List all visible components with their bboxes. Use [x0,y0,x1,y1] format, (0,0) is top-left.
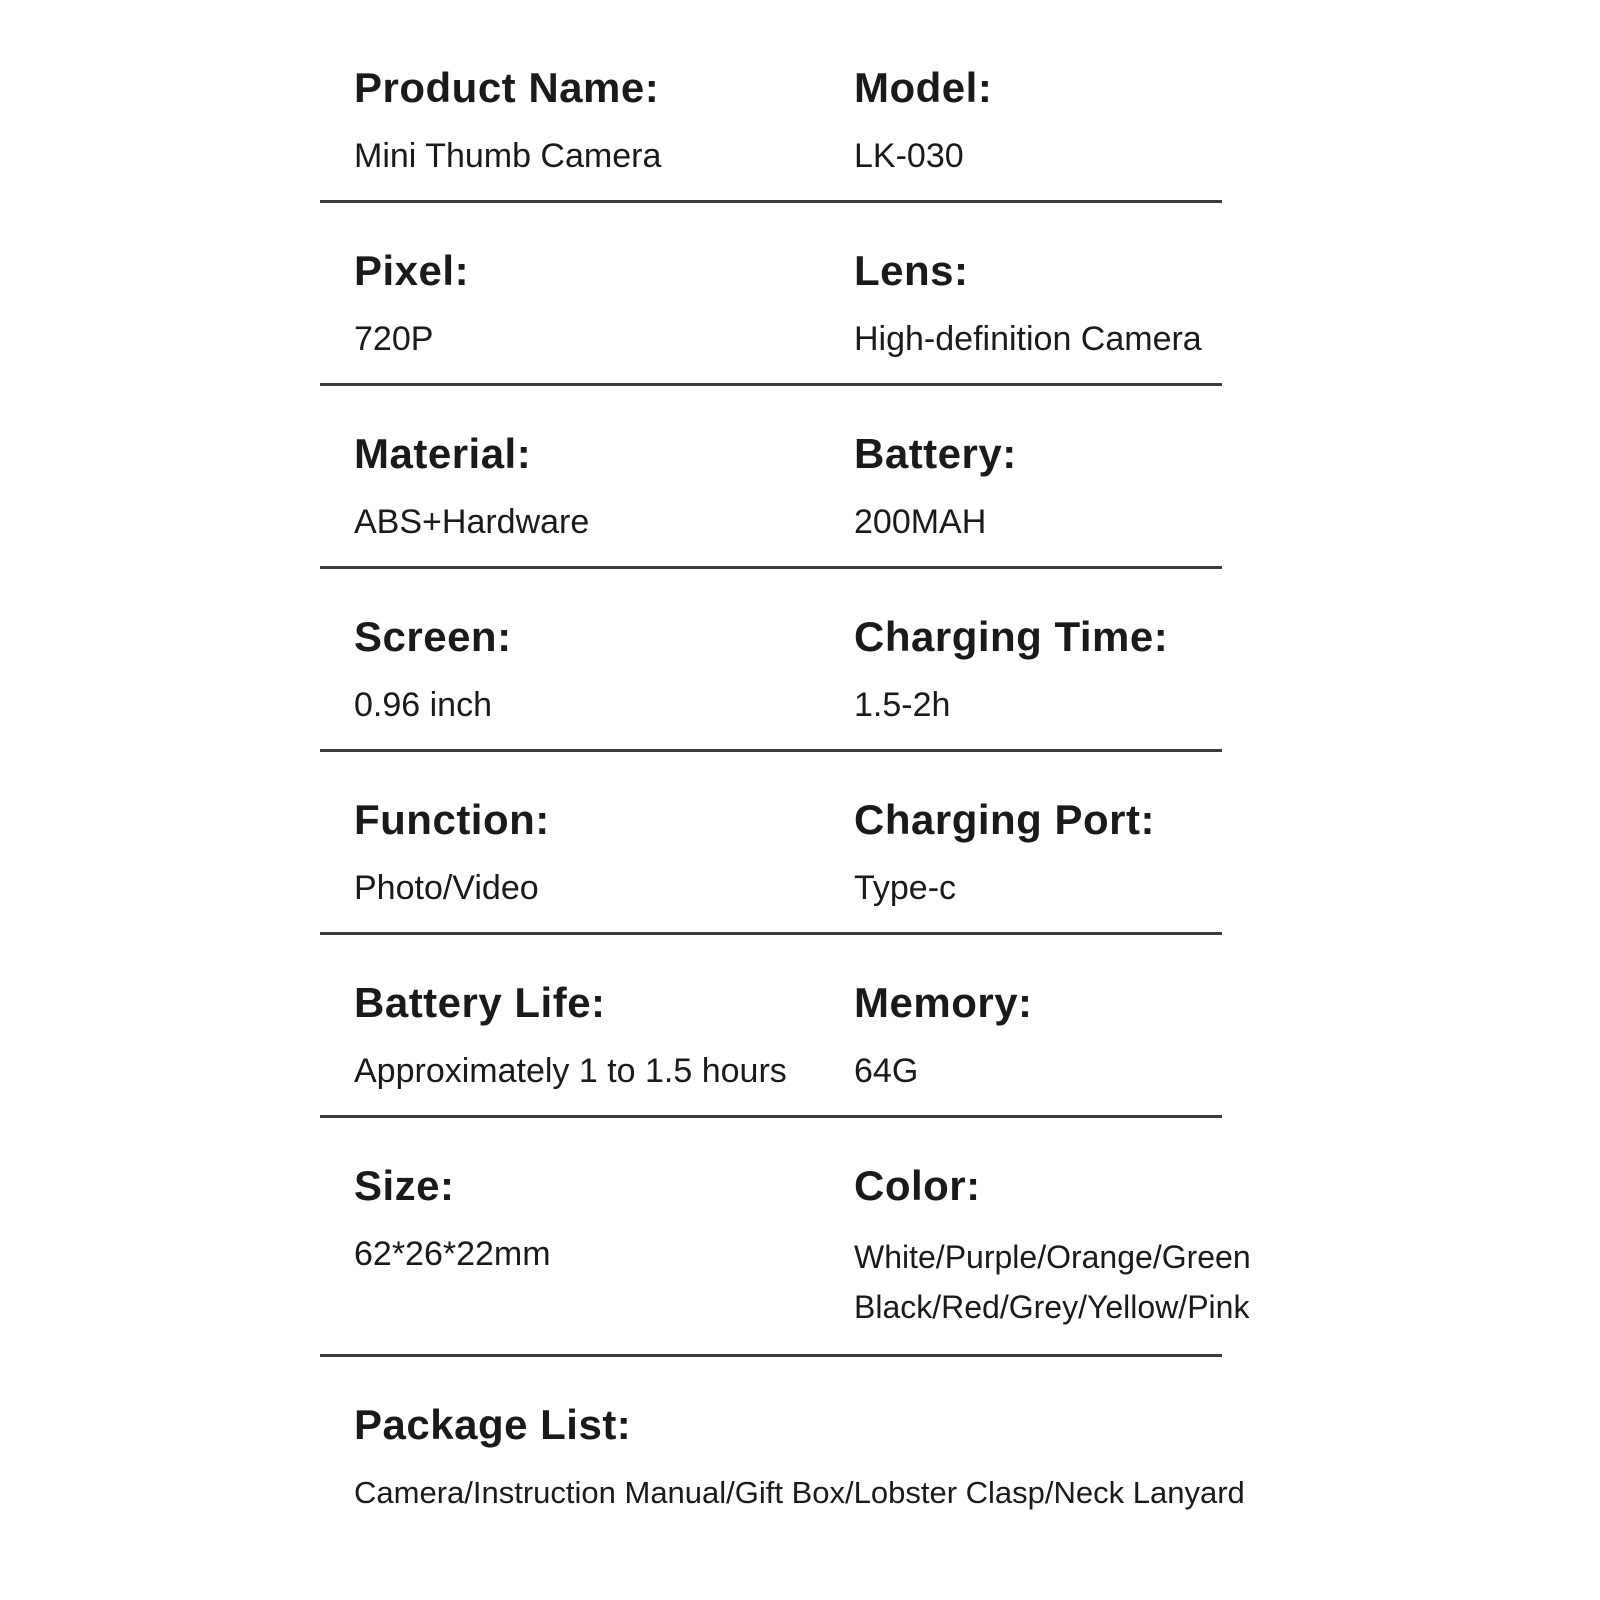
battery-label: Battery: [854,430,1017,477]
function-value: Photo/Video [354,869,539,907]
spec-cell-battery [820,430,1222,544]
spec-row-package-list [320,1357,1245,1515]
product-name-value: Mini Thumb Camera [354,137,662,175]
screen-label: Screen: [354,613,512,660]
model-value: LK-030 [854,137,964,175]
spec-cell-product-name [320,64,820,178]
spec-cell-color [820,1162,1251,1332]
spec-cell-function [320,796,820,910]
spec-row-battery-life-memory [320,935,1222,1118]
size-label: Size: [354,1162,455,1209]
material-label: Material: [354,430,532,477]
spec-row-function-charging-port [320,752,1222,935]
spec-row-product-model [320,20,1222,203]
package-list-value: Camera/Instruction Manual/Gift Box/Lobster Clasp/Neck Lanyard [354,1475,1245,1510]
spec-cell-lens [820,247,1222,361]
function-label: Function: [354,796,550,843]
package-list-label: Package List: [354,1401,632,1448]
pixel-value: 720P [354,320,434,358]
spec-cell-screen [320,613,820,727]
lens-value: High-definition Camera [854,320,1202,358]
spec-row-screen-charging-time [320,569,1222,752]
battery-life-label: Battery Life: [354,979,606,1026]
charging-time-value: 1.5-2h [854,686,951,724]
charging-time-label: Charging Time: [854,613,1169,660]
charging-port-value: Type-c [854,869,957,907]
color-value-line-1: White/Purple/Orange/Green [854,1239,1251,1275]
product-name-label: Product Name: [354,64,660,111]
battery-life-value: Approximately 1 to 1.5 hours [354,1052,787,1090]
memory-value: 64G [854,1052,919,1090]
spec-cell-memory [820,979,1222,1093]
spec-cell-model [820,64,1222,178]
battery-value: 200MAH [854,503,987,541]
charging-port-label: Charging Port: [854,796,1155,843]
color-label: Color: [854,1162,981,1209]
material-value: ABS+Hardware [354,503,590,541]
size-value: 62*26*22mm [354,1235,551,1273]
spec-cell-battery-life [320,979,820,1093]
spec-cell-package-list [320,1401,1245,1515]
model-label: Model: [854,64,993,111]
spec-cell-material [320,430,820,544]
spec-row-material-battery [320,386,1222,569]
lens-label: Lens: [854,247,969,294]
spec-row-size-color [320,1118,1251,1357]
spec-cell-pixel [320,247,820,361]
product-spec-table [320,20,1251,1515]
spec-row-pixel-lens [320,203,1222,386]
spec-cell-size [320,1162,820,1332]
spec-cell-charging-time [820,613,1222,727]
pixel-label: Pixel: [354,247,470,294]
spec-cell-charging-port [820,796,1222,910]
memory-label: Memory: [854,979,1033,1026]
color-value-line-2: Black/Red/Grey/Yellow/Pink [854,1289,1250,1325]
screen-value: 0.96 inch [354,686,492,724]
